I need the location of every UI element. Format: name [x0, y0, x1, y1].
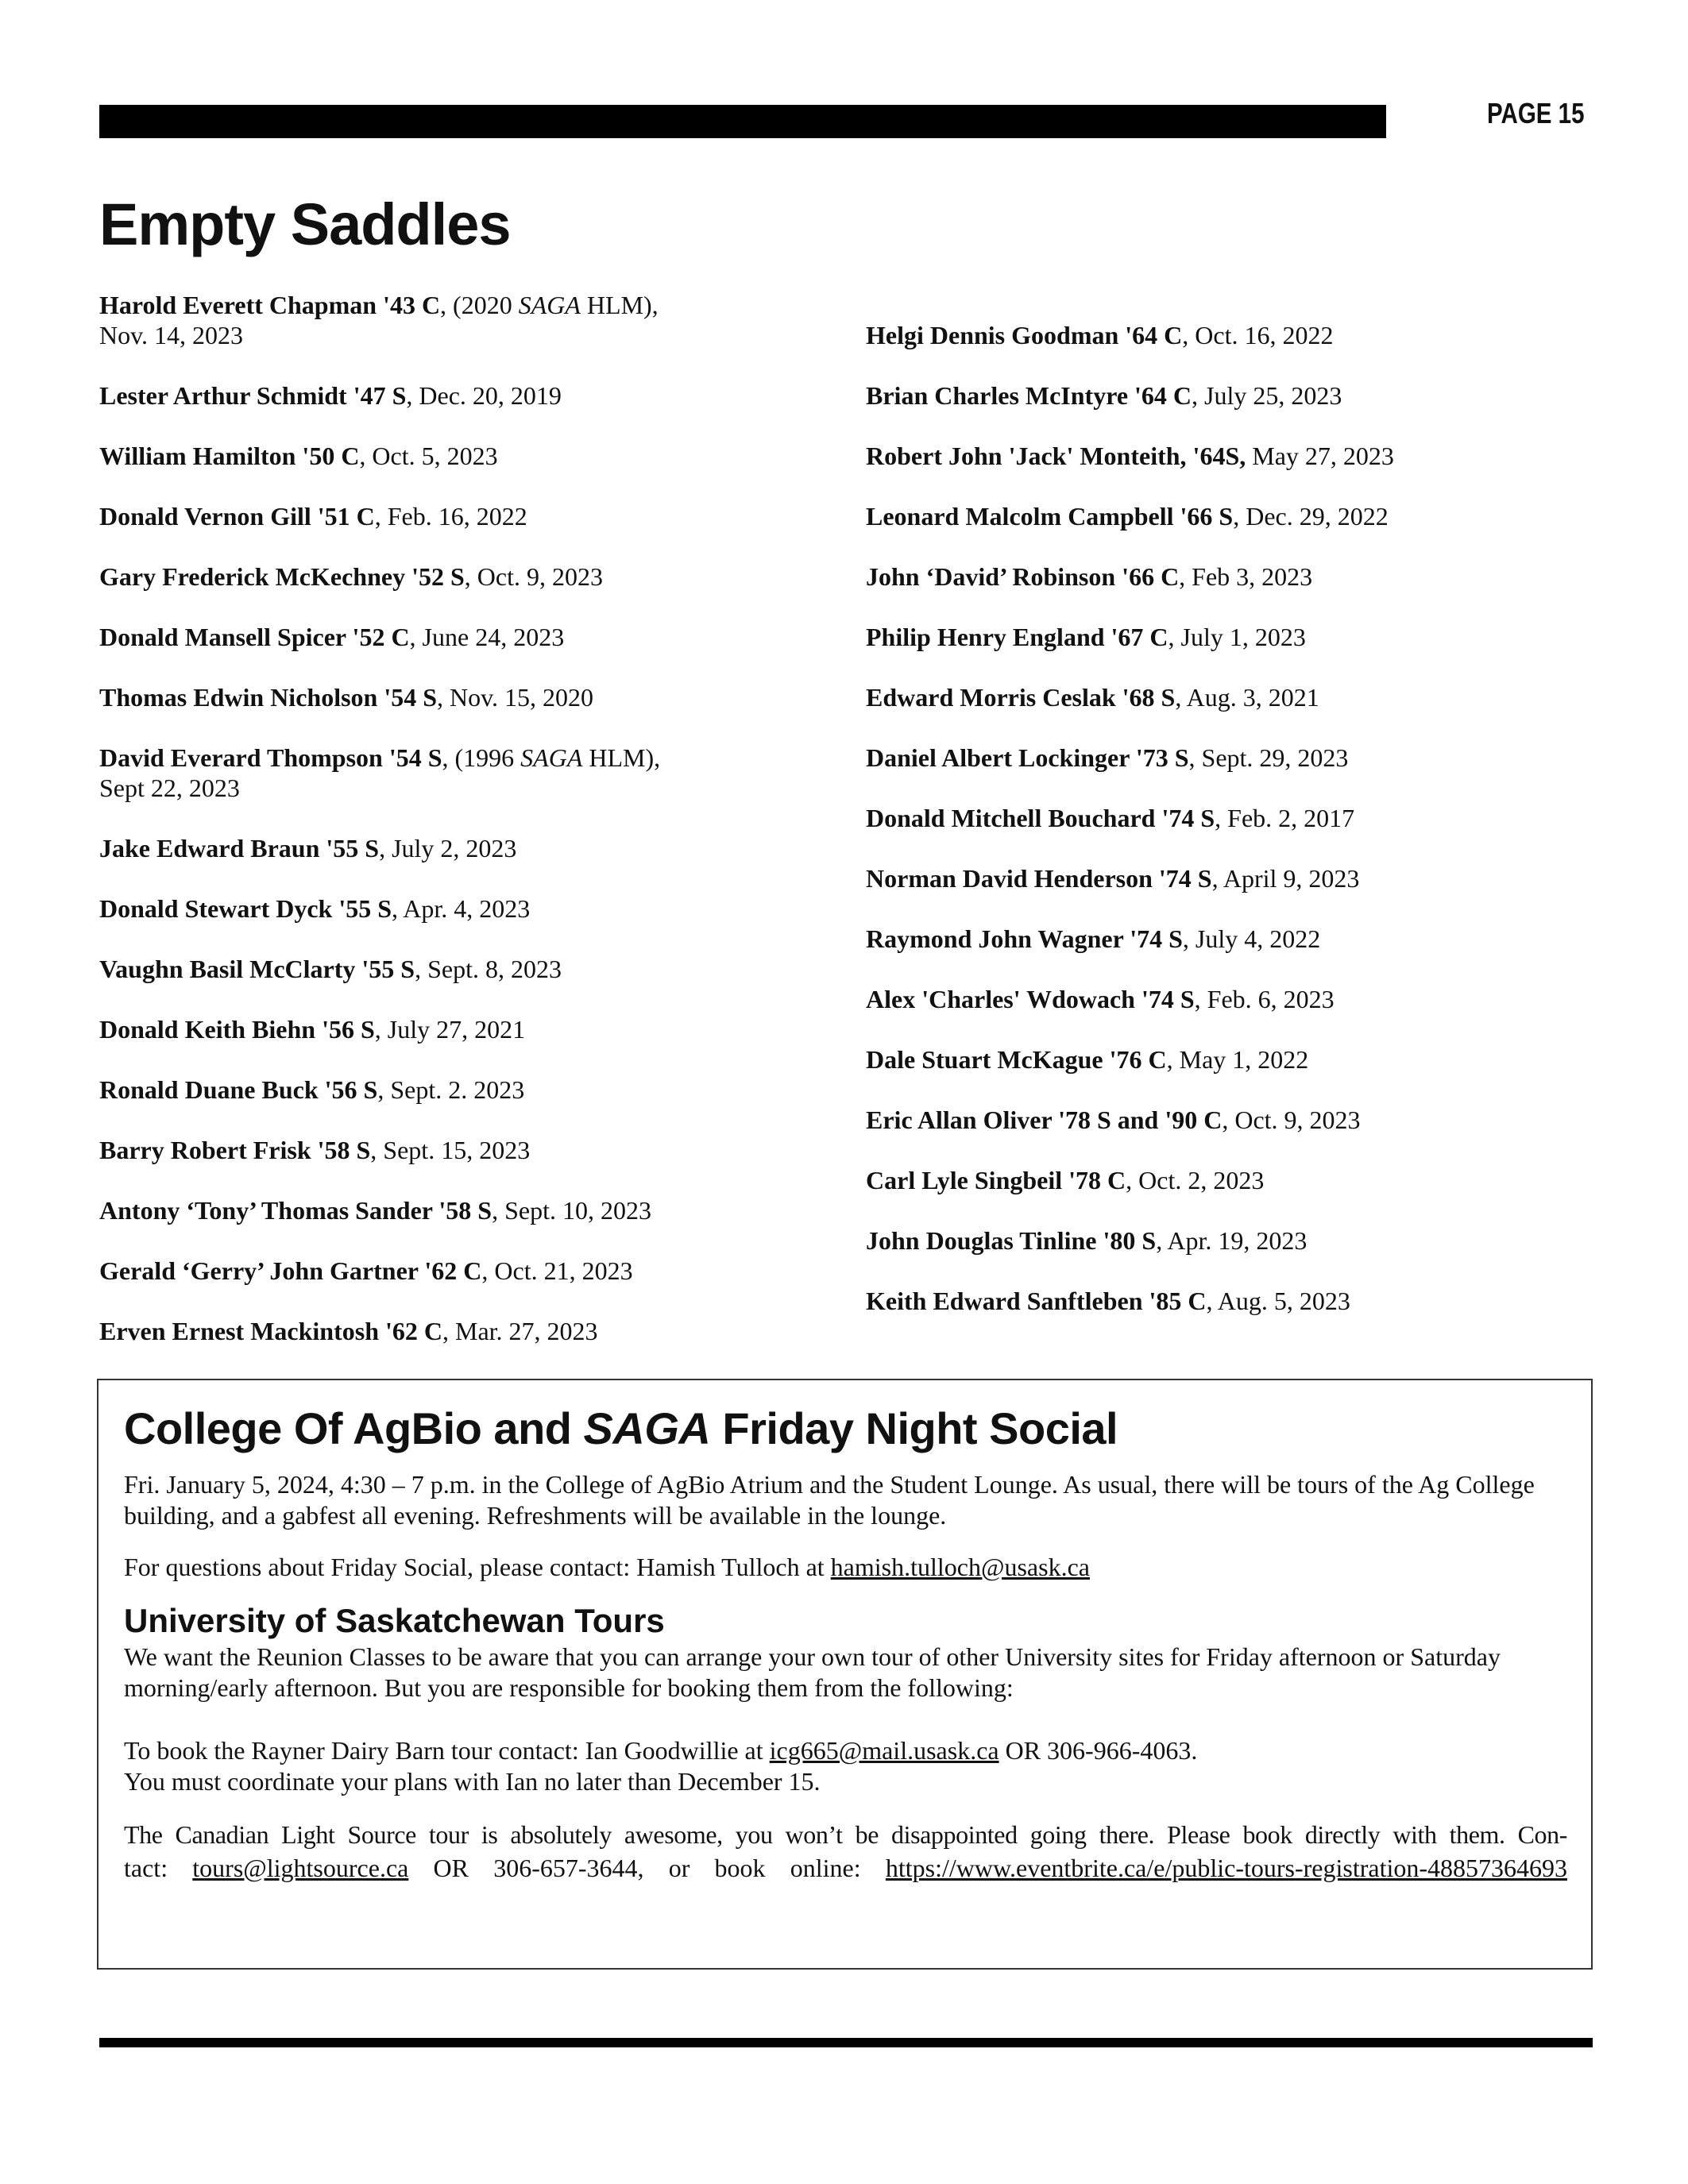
- tours-title: University of Saskatchewan Tours: [124, 1602, 665, 1639]
- obituary-entry: Erven Ernest Mackintosh '62 C, Mar. 27, 2023: [99, 1317, 598, 1345]
- obituary-entry: Barry Robert Frisk '58 S, Sept. 15, 2023: [99, 1136, 531, 1164]
- obituary-entry: Daniel Albert Lockinger '73 S, Sept. 29, 2023: [866, 743, 1349, 772]
- obituary-entry: Thomas Edwin Nicholson '54 S, Nov. 15, 2020: [99, 683, 594, 712]
- obituary-entry: Gerald ‘Gerry’ John Gartner '62 C, Oct. 21, 2023: [99, 1256, 633, 1285]
- tours-intro: We want the Reunion Classes to be aware that you can arrange your own tour of other University sites for Friday afternoon or Saturday morning/early afternoon. But you are responsible for booking them from the following:: [124, 1642, 1501, 1702]
- obituary-entry: Alex 'Charles' Wdowach '74 S, Feb. 6, 2023: [866, 985, 1335, 1013]
- obituary-entry: Vaughn Basil McClarty '55 S, Sept. 8, 2023: [99, 955, 562, 983]
- cls-line-1: The Canadian Light Source tour is absolutely awesome, you won’t be disappointed going there. Please book directly with them. Con-: [124, 1820, 1567, 1849]
- obituary-entry: William Hamilton '50 C, Oct. 5, 2023: [99, 442, 498, 470]
- obituary-entry: Antony ‘Tony’ Thomas Sander '58 S, Sept. 10, 2023: [99, 1196, 651, 1225]
- cls-line-2: tact: tours@lightsource.ca OR 306-657-3644, or book online: https://www.eventbrite.ca/e/public-tours-registration-48857364693: [124, 1854, 1568, 1882]
- obituary-entry: Brian Charles McIntyre '64 C, July 25, 2023: [866, 381, 1342, 410]
- obituary-entry: Philip Henry England '67 C, July 1, 2023: [866, 623, 1306, 651]
- social-title: College Of AgBio and SAGA Friday Night Social: [124, 1403, 1118, 1453]
- obituary-entry: Donald Stewart Dyck '55 S, Apr. 4, 2023: [99, 894, 531, 923]
- obituary-entry: Eric Allan Oliver '78 S and '90 C, Oct. 9, 2023: [866, 1106, 1361, 1134]
- obituary-entry: Donald Mansell Spicer '52 C, June 24, 2023: [99, 623, 565, 651]
- friday-social-box: [97, 1379, 1593, 1970]
- obituary-entry: Lester Arthur Schmidt '47 S, Dec. 20, 2019: [99, 381, 562, 410]
- social-contact: For questions about Friday Social, please contact: Hamish Tulloch at hamish.tulloch@usask.ca: [124, 1553, 1090, 1581]
- obituary-entry: Gary Frederick McKechney '52 S, Oct. 9, 2023: [99, 562, 603, 591]
- obituary-entry: Harold Everett Chapman '43 C, (2020 SAGA HLM), Nov. 14, 2023: [99, 291, 659, 349]
- eventbrite-link[interactable]: https://www.eventbrite.ca/e/public-tours-registration-48857364693: [885, 1854, 1568, 1882]
- obituary-entry: Keith Edward Sanftleben '85 C, Aug. 5, 2023: [866, 1287, 1350, 1315]
- lightsource-email-link[interactable]: tours@lightsource.ca: [192, 1854, 409, 1882]
- obituary-entry: John ‘David’ Robinson '66 C, Feb 3, 2023: [866, 562, 1313, 591]
- obituary-entry: Robert John 'Jack' Monteith, '64S, May 27, 2023: [866, 442, 1394, 470]
- obituary-column-left: [99, 290, 782, 1376]
- obituary-entry: David Everard Thompson '54 S, (1996 SAGA HLM), Sept 22, 2023: [99, 743, 661, 802]
- obituary-entry: Dale Stuart McKague '76 C, May 1, 2022: [866, 1045, 1309, 1074]
- obituary-entry: Leonard Malcolm Campbell '66 S, Dec. 29, 2022: [866, 502, 1389, 531]
- obituary-column-right: [866, 320, 1628, 1346]
- obituary-entry: Jake Edward Braun '55 S, July 2, 2023: [99, 834, 517, 862]
- footer-rule: [99, 2038, 1593, 2047]
- section-title: Empty Saddles: [99, 191, 511, 257]
- header-rule: [99, 105, 1386, 138]
- cls-tour-info: [124, 1819, 1567, 1885]
- dairy-barn-contact: To book the Rayner Dairy Barn tour contact: Ian Goodwillie at icg665@mail.usask.ca OR 306-966-4063. You must coordinate your plans with Ian no later than December 15.: [124, 1736, 1198, 1796]
- obituary-entry: Raymond John Wagner '74 S, July 4, 2022: [866, 924, 1321, 953]
- obituary-entry: Edward Morris Ceslak '68 S, Aug. 3, 2021: [866, 683, 1319, 712]
- social-details: Fri. January 5, 2024, 4:30 – 7 p.m. in the College of AgBio Atrium and the Student Lounge. As usual, there will be tours of the Ag College building, and a gabfest all evening. Refreshments will be available in the lounge.: [124, 1470, 1535, 1530]
- obituary-entry: Norman David Henderson '74 S, April 9, 2023: [866, 864, 1360, 893]
- obituary-entry: Donald Mitchell Bouchard '74 S, Feb. 2, 2017: [866, 804, 1355, 832]
- obituary-entry: Helgi Dennis Goodman '64 C, Oct. 16, 2022: [866, 321, 1334, 349]
- obituary-entry: Donald Vernon Gill '51 C, Feb. 16, 2022: [99, 502, 527, 531]
- hamish-email-link[interactable]: hamish.tulloch@usask.ca: [830, 1553, 1090, 1581]
- obituary-entry: Ronald Duane Buck '56 S, Sept. 2. 2023: [99, 1075, 525, 1104]
- obituary-entry: Donald Keith Biehn '56 S, July 27, 2021: [99, 1015, 526, 1044]
- obituary-entry: John Douglas Tinline '80 S, Apr. 19, 2023: [866, 1226, 1308, 1255]
- obituary-entry: Carl Lyle Singbeil '78 C, Oct. 2, 2023: [866, 1166, 1265, 1194]
- page-number: PAGE 15: [1487, 97, 1585, 129]
- ian-email-link[interactable]: icg665@mail.usask.ca: [769, 1736, 999, 1765]
